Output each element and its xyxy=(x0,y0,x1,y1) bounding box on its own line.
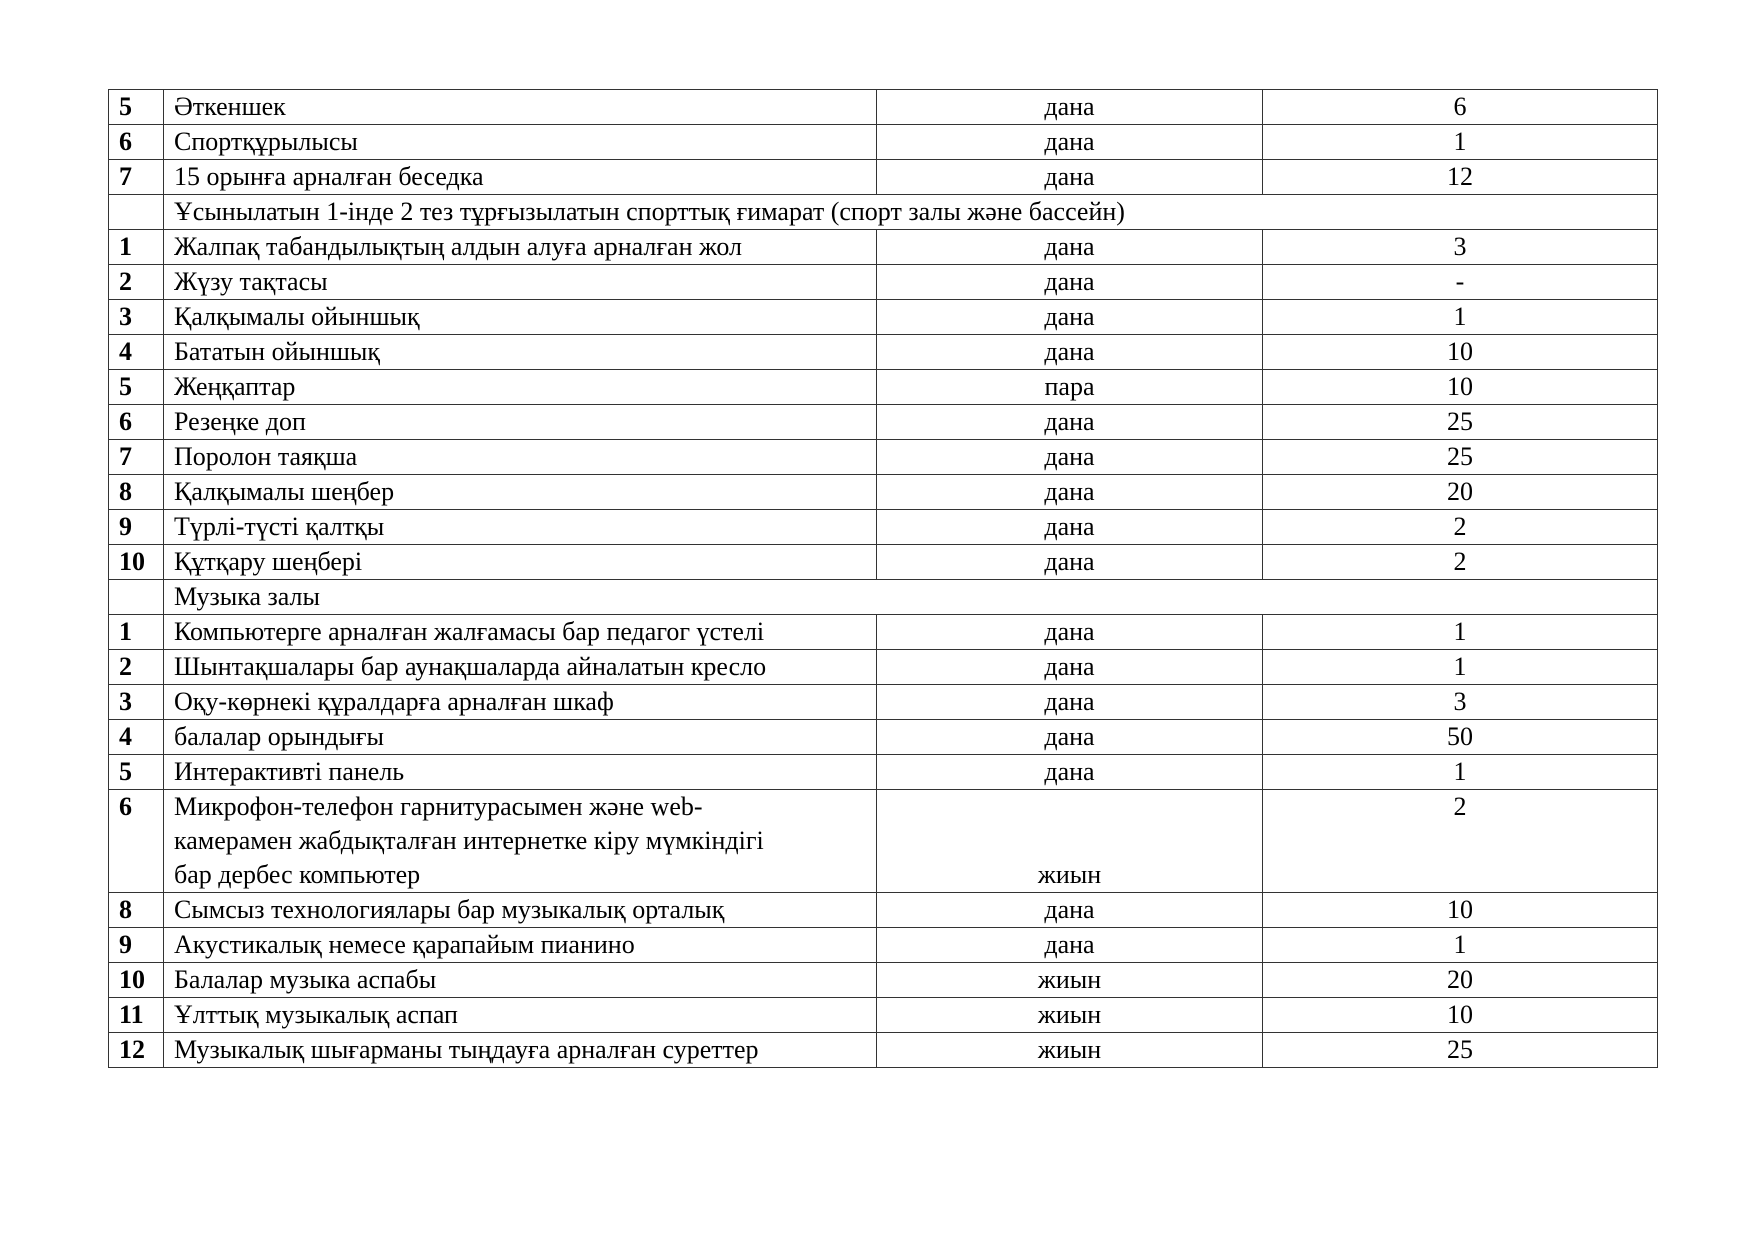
table-row xyxy=(109,998,1658,1033)
section-header-row xyxy=(109,580,1658,615)
row-number: 8 xyxy=(109,475,164,510)
item-quantity: 3 xyxy=(1263,685,1658,720)
item-unit: дана xyxy=(877,475,1263,510)
table-row xyxy=(109,545,1658,580)
table-row xyxy=(109,440,1658,475)
item-quantity: 20 xyxy=(1263,475,1658,510)
row-number: 6 xyxy=(109,405,164,440)
item-unit: дана xyxy=(877,335,1263,370)
row-number: 6 xyxy=(109,125,164,160)
item-quantity: 25 xyxy=(1263,1033,1658,1068)
table-row xyxy=(109,370,1658,405)
item-name: Жүзу тақтасы xyxy=(164,265,877,300)
item-name: Қалқымалы шеңбер xyxy=(164,475,877,510)
item-unit: жиын xyxy=(877,1033,1263,1068)
table-row xyxy=(109,335,1658,370)
section-title: Ұсынылатын 1-інде 2 тез тұрғызылатын спорттық ғимарат (спорт залы және бассейн) xyxy=(164,195,1658,230)
item-unit: дана xyxy=(877,160,1263,195)
item-name-line: Микрофон-телефон гарнитурасымен және web- xyxy=(174,792,703,821)
item-name: Компьютерге арналған жалғамасы бар педагог үстелі xyxy=(164,615,877,650)
item-name: Шынтақшалары бар аунақшаларда айналатын кресло xyxy=(164,650,877,685)
row-number: 7 xyxy=(109,440,164,475)
item-unit: жиын xyxy=(877,998,1263,1033)
section-header-row xyxy=(109,195,1658,230)
item-name: Музыкалық шығарманы тыңдауға арналған суреттер xyxy=(164,1033,877,1068)
item-unit: дана xyxy=(877,720,1263,755)
item-unit: дана xyxy=(877,615,1263,650)
row-number: 4 xyxy=(109,720,164,755)
table-row xyxy=(109,475,1658,510)
item-name: Жеңқаптар xyxy=(164,370,877,405)
row-number: 10 xyxy=(109,963,164,998)
item-name: Ұлттық музыкалық аспап xyxy=(164,998,877,1033)
item-unit: дана xyxy=(877,300,1263,335)
table-row xyxy=(109,650,1658,685)
item-quantity: 25 xyxy=(1263,405,1658,440)
item-unit: дана xyxy=(877,230,1263,265)
table-row xyxy=(109,510,1658,545)
table-row xyxy=(109,160,1658,195)
item-name: Оқу-көрнекі құралдарға арналған шкаф xyxy=(164,685,877,720)
item-name: Қалқымалы ойыншық xyxy=(164,300,877,335)
item-name xyxy=(164,790,877,893)
row-number: 3 xyxy=(109,300,164,335)
item-quantity: 10 xyxy=(1263,370,1658,405)
item-quantity: 10 xyxy=(1263,998,1658,1033)
item-unit: дана xyxy=(877,755,1263,790)
item-unit: дана xyxy=(877,440,1263,475)
item-quantity: 1 xyxy=(1263,125,1658,160)
row-number: 12 xyxy=(109,1033,164,1068)
item-name: Интерактивті панель xyxy=(164,755,877,790)
table-row xyxy=(109,963,1658,998)
item-unit: дана xyxy=(877,405,1263,440)
item-name: Құтқару шеңбері xyxy=(164,545,877,580)
row-number-cell xyxy=(109,580,164,615)
item-quantity: 1 xyxy=(1263,928,1658,963)
item-unit: дана xyxy=(877,650,1263,685)
item-quantity: 3 xyxy=(1263,230,1658,265)
item-quantity: 1 xyxy=(1263,300,1658,335)
item-name-line: камерамен жабдықталған интернетке кіру мүмкіндігі xyxy=(174,826,764,855)
table-row xyxy=(109,230,1658,265)
item-quantity: 12 xyxy=(1263,160,1658,195)
equipment-table xyxy=(108,89,1658,1068)
row-number: 6 xyxy=(109,790,164,893)
row-number: 2 xyxy=(109,650,164,685)
row-number: 11 xyxy=(109,998,164,1033)
item-quantity: 50 xyxy=(1263,720,1658,755)
table-row xyxy=(109,300,1658,335)
item-name: Резеңке доп xyxy=(164,405,877,440)
table-row xyxy=(109,90,1658,125)
item-quantity: 2 xyxy=(1263,545,1658,580)
item-name: Поролон таяқша xyxy=(164,440,877,475)
table-row xyxy=(109,125,1658,160)
item-name-line: бар дербес компьютер xyxy=(174,860,421,889)
item-name: Жалпақ табандылықтың алдын алуға арналған жол xyxy=(164,230,877,265)
item-quantity: 25 xyxy=(1263,440,1658,475)
table-row xyxy=(109,755,1658,790)
table-row xyxy=(109,615,1658,650)
item-quantity: 20 xyxy=(1263,963,1658,998)
section-title: Музыка залы xyxy=(164,580,1658,615)
item-quantity: 2 xyxy=(1263,790,1658,893)
table-row xyxy=(109,1033,1658,1068)
equipment-table-body xyxy=(109,90,1658,1068)
item-unit: дана xyxy=(877,685,1263,720)
item-name: балалар орындығы xyxy=(164,720,877,755)
table-row xyxy=(109,790,1658,893)
item-quantity: 1 xyxy=(1263,650,1658,685)
item-unit: дана xyxy=(877,545,1263,580)
item-quantity: 10 xyxy=(1263,335,1658,370)
table-row xyxy=(109,893,1658,928)
row-number: 2 xyxy=(109,265,164,300)
row-number: 3 xyxy=(109,685,164,720)
table-row xyxy=(109,265,1658,300)
item-name: Балалар музыка аспабы xyxy=(164,963,877,998)
item-unit: дана xyxy=(877,893,1263,928)
row-number: 5 xyxy=(109,370,164,405)
item-name: Түрлі-түсті қалтқы xyxy=(164,510,877,545)
item-unit: дана xyxy=(877,90,1263,125)
row-number: 5 xyxy=(109,90,164,125)
row-number: 4 xyxy=(109,335,164,370)
row-number: 9 xyxy=(109,510,164,545)
item-unit: дана xyxy=(877,125,1263,160)
row-number: 10 xyxy=(109,545,164,580)
item-quantity: 6 xyxy=(1263,90,1658,125)
item-unit: дана xyxy=(877,265,1263,300)
row-number-cell xyxy=(109,195,164,230)
item-name: Акустикалық немесе қарапайым пианино xyxy=(164,928,877,963)
item-quantity: 10 xyxy=(1263,893,1658,928)
item-unit: дана xyxy=(877,928,1263,963)
row-number: 9 xyxy=(109,928,164,963)
item-name: Әткеншек xyxy=(164,90,877,125)
row-number: 7 xyxy=(109,160,164,195)
item-unit: пара xyxy=(877,370,1263,405)
table-row xyxy=(109,720,1658,755)
item-name: Спортқұрылысы xyxy=(164,125,877,160)
item-name: 15 орынға арналған беседка xyxy=(164,160,877,195)
item-quantity: 2 xyxy=(1263,510,1658,545)
item-quantity: - xyxy=(1263,265,1658,300)
item-unit: жиын xyxy=(877,790,1263,893)
row-number: 1 xyxy=(109,230,164,265)
table-row xyxy=(109,405,1658,440)
item-unit: жиын xyxy=(877,963,1263,998)
item-name: Бататын ойыншық xyxy=(164,335,877,370)
row-number: 8 xyxy=(109,893,164,928)
table-row xyxy=(109,685,1658,720)
item-name: Сымсыз технологиялары бар музыкалық орталық xyxy=(164,893,877,928)
table-row xyxy=(109,928,1658,963)
item-unit: дана xyxy=(877,510,1263,545)
item-quantity: 1 xyxy=(1263,615,1658,650)
row-number: 1 xyxy=(109,615,164,650)
row-number: 5 xyxy=(109,755,164,790)
item-quantity: 1 xyxy=(1263,755,1658,790)
